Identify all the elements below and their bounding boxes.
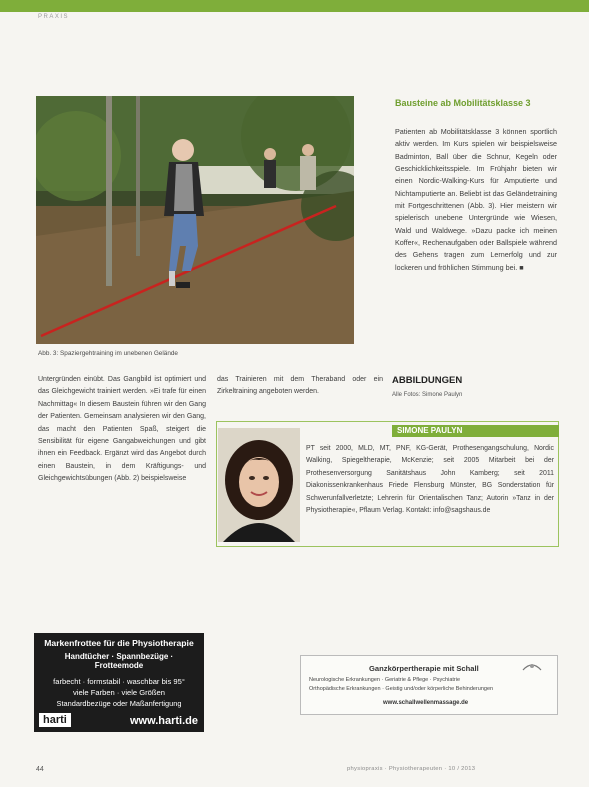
harti-url-link[interactable]: www.harti.de (129, 715, 198, 727)
harti-advertisement[interactable] (34, 633, 204, 732)
ad-feature-1: farbecht · formstabil · waschbar bis 95° (53, 677, 185, 686)
author-photo (218, 428, 300, 542)
sidebar-text: Patienten ab Mobilitätsklasse 3 können sportlich aktiv werden. Im Kurs spielen wir beispielsweise Badminton, Ball über die Schnur, Kegeln oder Geschicklichkeitsspiele. Im Frühjahr bieten wir einen Nordic-Walking-Kurs für Amputierte und Nichtamputierte an. Beliebt ist das Geländetraining mit Fortgeschrittenen (Abb. 3). Hier meistern wir spielerisch unebene Untergründe wie Wiesen, Wald und Waldwege. »Dazu packe ich meinen Koffer«, Rechenaufgaben oder Ballspiele während des Gehens tragen zum Lernerfolg und zur lockeren und fröhlichen Stimmung bei. ■ (395, 127, 557, 272)
body-column-1: Untergründen einübt. Das Gangbild ist optimiert und das Gleichgewicht trainiert werden. »Ei trafe für einen Nachmittag« In diesem Baustein führen wir den Gang der Patienten. Gemeinsam analysieren wir den Gang, das macht den Patienten Spaß, steigert die Sensibilität für eigene Gangabweichungen und gibt ihnen ein Feedback. Ergänzt wird das Angebot durch einen Baustein, in dem Kräftigungs- und Gleichgewichtsübungen (Abb. 2) beispielsweise (38, 376, 206, 483)
top-color-bar (0, 0, 589, 12)
ad-feature-2: viele Farben · viele Größen (72, 688, 165, 697)
walking-training-photo (36, 96, 354, 344)
page-number: 44 (36, 766, 44, 773)
section-label: PRAXIS (38, 14, 70, 20)
schall-title: Ganzkörpertherapie mit Schall (369, 664, 479, 673)
author-bio-text: PT seit 2000, MLD, MT, PNF, KG-Gerät, Prothesengangschulung, Nordic Walking, Spiegeltherapie, McKenzie; seit 2005 Mitarbeit bei der Prothesenversorgung Sanitätshaus John Kamberg; seit 2011 Diakonissenkrankenhaus Friede Flensburg Münster, BG Sonderstation für Schwerunfallverletzte; Lehrerin für Orientalischen Tanz; Autorin »Tanz in der Physiotherapie«, Pflaum Verlag. Kontakt: info@sagshaus.de (306, 445, 554, 515)
author-portrait (218, 428, 300, 542)
journal-footer: physiopraxis · Physiotherapeuten · 10 / 2013 (347, 766, 476, 772)
ad-products: Handtücher · Spannbezüge · Frotteemode (64, 652, 174, 670)
ad-headline: Markenfrottee für die Physiotherapie (44, 638, 194, 648)
schall-line-1: Neurologische Erkrankungen · Geriatrie & Pflege · Psychiatrie (309, 677, 461, 683)
body-column-2: das Trainieren mit dem Theraband oder ein Zirkeltraining angeboten werden. (217, 376, 383, 396)
credits-text: Alle Fotos: Simone Paulyn (392, 392, 463, 398)
schall-advertisement[interactable] (300, 655, 558, 715)
schall-url-link[interactable]: www.schallwellenmassage.de (383, 700, 469, 706)
schall-line-2: Orthopädische Erkrankungen · Geistig und/oder körperliche Behinderungen (309, 686, 494, 692)
ad-feature-3: Standardbezüge oder Maßanfertigung (56, 699, 182, 708)
figure-caption: Abb. 3: Spaziergehtraining im unebenen Gelände (38, 350, 178, 357)
main-photo (36, 96, 354, 344)
sidebar-heading: Bausteine ab Mobilitätsklasse 3 (395, 98, 531, 108)
author-name: SIMONE PAULYN (392, 425, 559, 437)
credits-heading: ABBILDUNGEN (392, 375, 463, 386)
harti-logo: harti (39, 713, 71, 727)
crest-icon (521, 660, 543, 674)
